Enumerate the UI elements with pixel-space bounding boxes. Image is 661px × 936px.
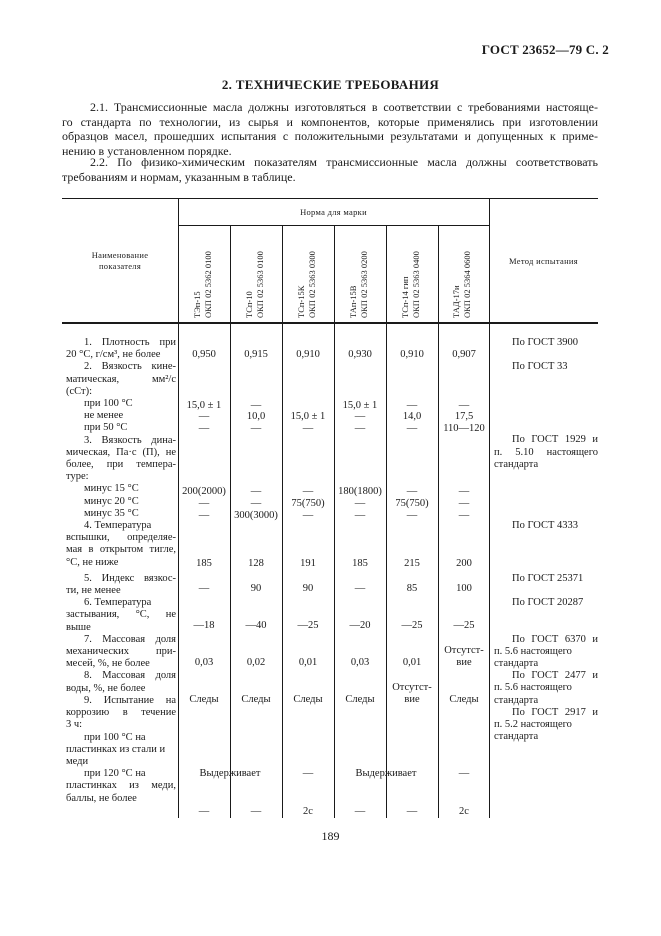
table-top-rule [62,198,598,199]
name-line: ти, не менее [66,585,121,597]
value-cell: 15,0 ± 1 [342,400,378,411]
name-line: при 100 °С на [84,731,146,743]
method-line: стандарта [494,458,539,470]
method-line: п. 5.2 настоящего [494,719,572,731]
indicator-names [66,337,176,805]
value-cell: —18 [193,620,215,631]
method-line: По ГОСТ 2477 и [512,670,598,682]
value-cell: 215 [404,558,420,569]
value-cell: 17,5 [454,411,474,422]
brand-code: ОКП 02 5363 0400 [411,251,421,318]
method-line: По ГОСТ 20287 [512,597,584,609]
value-cell: 200 [456,558,472,569]
method-line: По ГОСТ 2917 и [512,706,598,718]
brand-name: ТАп-15В [348,285,358,318]
value-cell: — [354,806,366,817]
para-line: требованиям и нормам, указанным в таблице. [62,169,296,184]
value-cell: 185 [352,558,368,569]
value-cell: — [250,498,262,509]
name-line: меди [66,755,89,767]
value-cell: — [354,411,366,422]
col-header-name [62,250,178,272]
col-divider [489,198,490,818]
norm-header: Норма для марки [300,207,367,217]
method-line: стандарта [494,694,539,706]
value-cell: 0,01 [298,657,318,668]
brand-code: ОКП 02 5364 0600 [462,251,472,318]
paragraph-2-2 [62,155,598,184]
value-cell: —25 [453,620,475,631]
value-cell: 75(750) [291,498,325,509]
value-cell: —25 [401,620,423,631]
methods-column [494,337,598,743]
brand-name: ТСп-10 [244,291,254,318]
method-line: стандарта [494,658,539,670]
value-cell: —25 [297,620,319,631]
value-cell: — [354,583,366,594]
name-line: 4. Температура [84,520,152,532]
value-cell: 0,930 [348,349,372,360]
value-cell: Выдерживает [199,768,261,779]
value-cell: — [198,423,210,434]
brand-code: ОКП 02 5363 0300 [307,251,317,318]
value-cell: 14,0 [402,411,422,422]
name-line: 3 ч: [66,719,83,731]
value-cell: — [250,486,262,497]
value-cell: 2с [459,806,469,817]
header-line: Наименование [91,250,149,260]
name-line: коррозию в течение [66,707,176,719]
value-cell: — [458,768,470,779]
value-cell: — [458,498,470,509]
value-cell: вие [404,694,420,705]
name-line: вспышки, определяе- [66,532,176,544]
name-line: 5. Индекс вязкос- [84,572,176,584]
value-cell: 0,910 [400,349,424,360]
brand-header [192,251,214,318]
para-line: го стандарта по технологии, из сырья и компонентов, которые применялись при изготовлении [62,114,598,129]
para-line: нению в установленном порядке. [62,144,232,159]
value-cell: 300(3000) [234,510,278,521]
para-line: 2.1. Трансмиссионные масла должны изготовляться в соответствии с требованиями настояще- [90,100,598,114]
value-cell: 0,02 [246,657,266,668]
value-cell: —20 [349,620,371,631]
value-cell: 0,950 [192,349,216,360]
name-line: при 100 °С [84,398,133,410]
value-cell: Выдерживает [355,768,417,779]
value-cell: 75(750) [395,498,429,509]
name-line: при 50 °С [84,422,128,434]
method-line: По ГОСТ 33 [512,361,568,373]
value-cell: 180(1800) [338,486,382,497]
name-line: не менее [84,410,124,422]
brand-name: ТЭп-15 [192,291,202,318]
method-line: По ГОСТ 25371 [512,573,584,585]
value-cell: Отсутст- [392,682,432,693]
name-line: баллы, не более [66,792,137,804]
name-line: туре: [66,471,89,483]
value-cell: 0,910 [296,349,320,360]
name-line: застывания, °С, не [66,609,176,621]
name-line: 6. Температура [84,597,152,609]
value-cell: 15,0 ± 1 [290,411,326,422]
name-line: 3. Вязкость дина- [84,434,176,446]
method-line: По ГОСТ 6370 и [512,633,598,645]
value-cell: 10,0 [246,411,266,422]
name-line: минус 15 °С [84,483,139,495]
value-cell: 90 [302,583,314,594]
page-number: 189 [321,829,340,843]
name-line: 9. Испытание на [84,694,176,706]
value-cell: — [406,486,418,497]
value-cell: вие [456,657,472,668]
name-line: матическая, мм²/с [66,373,176,385]
value-cell: — [198,498,210,509]
value-cell: — [302,423,314,434]
value-cell: 0,907 [452,349,476,360]
brand-header [244,251,266,318]
value-cell: Отсутст- [444,645,484,656]
name-line: при 120 °С на [84,768,146,780]
value-cell: — [250,806,262,817]
name-line: 7. Массовая доля [84,633,176,645]
value-cell: — [198,411,210,422]
brand-header [451,251,473,318]
name-line: воды, %, не более [66,682,146,694]
method-line: п. 5.6 настоящего [494,682,572,694]
value-cell: Следы [189,694,219,705]
value-cell: — [458,486,470,497]
brand-code: ОКП 02 5363 0200 [359,251,369,318]
value-cell: 0,01 [402,657,422,668]
value-cell: 110—120 [443,423,485,434]
paragraph-2-1 [62,100,598,159]
section-title: 2. ТЕХНИЧЕСКИЕ ТРЕБОВАНИЯ [221,77,440,92]
para-line: образцов масел, прошедших испытания с положительными результатами и допущенных к приме- [62,129,598,144]
value-cell: 191 [300,558,316,569]
value-cell: 185 [196,558,212,569]
name-line: месей, %, не более [66,658,150,670]
brand-code: ОКП 02 5363 0100 [255,251,265,318]
name-line: 2. Вязкость кине- [84,361,176,373]
value-cell: — [302,486,314,497]
method-line: п. 5.6 настоящего [494,645,572,657]
value-cell: — [198,806,210,817]
value-cell: — [250,400,262,411]
value-cell: — [198,583,210,594]
name-line: 1. Плотность при [84,337,176,348]
value-cell: — [302,768,314,779]
name-line: более, при темпера- [66,459,176,471]
method-line: п. 5.10 настоящего [494,446,598,458]
value-cell: 128 [248,558,264,569]
method-line: По ГОСТ 4333 [512,520,579,532]
value-cell: — [458,400,470,411]
table-header-rule [62,322,598,324]
value-cell: — [406,806,418,817]
brand-name: ТАД-17и [451,285,461,318]
value-cell: 0,03 [194,657,214,668]
brand-code: ОКП 02 5362 0100 [203,251,213,318]
value-cell: — [354,510,366,521]
name-line: минус 35 °С [84,507,139,519]
brand-header [296,251,318,318]
value-cell: 2с [303,806,313,817]
brand-header [348,251,370,318]
value-cell: 90 [250,583,262,594]
value-cell: — [406,423,418,434]
name-line: выше [66,621,91,633]
page-header: ГОСТ 23652—79 С. 2 [481,42,609,57]
name-line: пластинках из меди, [66,780,176,792]
brand-header [400,251,422,318]
value-cell: 100 [456,583,472,594]
value-cell: — [250,423,262,434]
name-line: 8. Массовая доля [84,670,176,682]
value-cell: — [458,510,470,521]
value-cell: Следы [345,694,375,705]
header-line: показателя [98,261,142,271]
col-header-method: Метод испытания [509,256,578,266]
value-cell: 85 [406,583,418,594]
value-cell: Следы [241,694,271,705]
name-line: механических при- [66,646,176,658]
value-cell: 15,0 ± 1 [186,400,222,411]
value-cell: 0,915 [244,349,268,360]
value-cell: —40 [245,620,267,631]
name-line: 20 °С, г/см³, не более [66,349,161,361]
brand-name: ТСп-15К [296,285,306,318]
para-line: 2.2. По физико-химическим показателям трансмиссионные масла должны соответствовать [90,155,598,169]
name-line: °С, не ниже [66,556,119,568]
value-cell: 0,03 [350,657,370,668]
method-line: По ГОСТ 3900 [512,337,579,348]
method-line: стандарта [494,731,539,743]
name-line: мическая, Па·с (П), не [66,446,176,458]
name-line: мая в открытом тигле, [66,544,176,556]
value-cell: — [354,423,366,434]
value-cell: — [406,400,418,411]
value-cell: Следы [449,694,479,705]
method-line: По ГОСТ 1929 и [512,434,598,446]
value-cell: — [198,510,210,521]
value-cell: — [354,498,366,509]
name-line: (сСт): [66,385,93,397]
name-line: пластинках из стали и [66,743,166,755]
value-cell: — [406,510,418,521]
brand-name: ТСп-14 гип [400,276,410,318]
value-cell: Следы [293,694,323,705]
value-cell: 200(2000) [182,486,226,497]
name-line: минус 20 °С [84,495,139,507]
value-cell: — [302,510,314,521]
